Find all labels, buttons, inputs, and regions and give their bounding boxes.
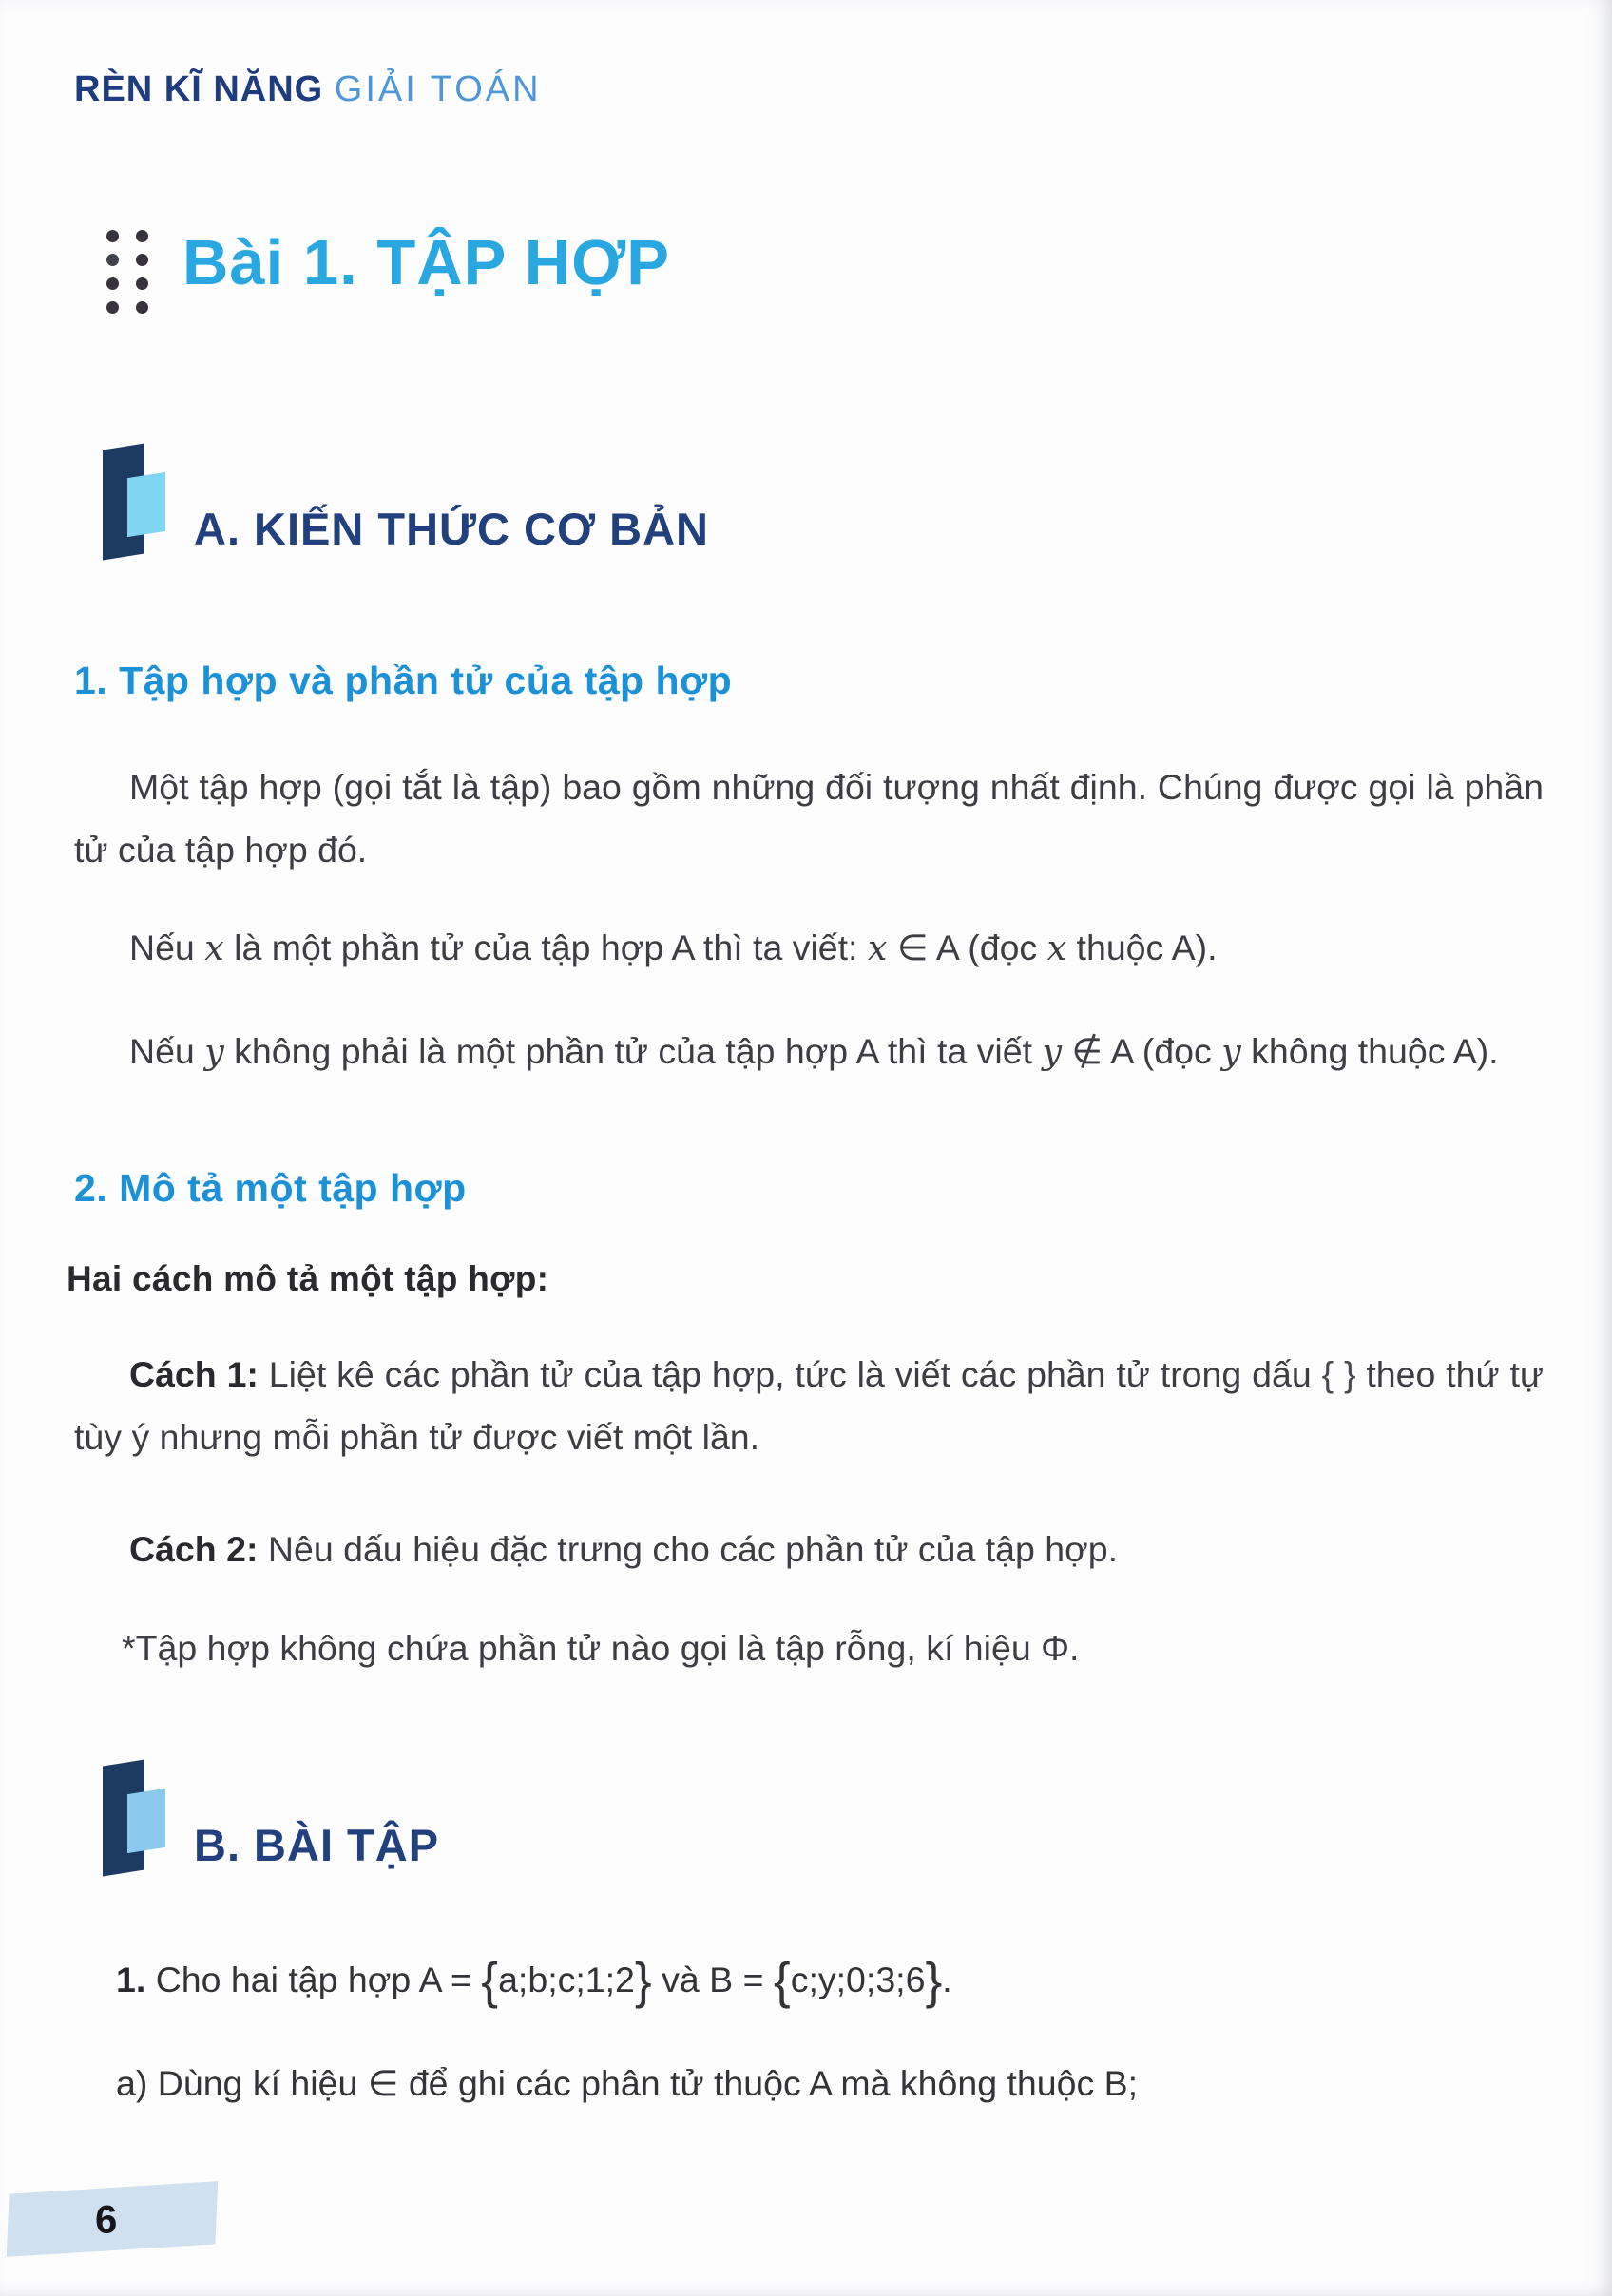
- text-run: }: [925, 1953, 943, 2010]
- page-number: 6: [95, 2196, 118, 2242]
- section-a-header: [103, 445, 1612, 563]
- text-run: y: [204, 1031, 224, 1073]
- paragraph-set-definition: Một tập hợp (gọi tắt là tập) bao gồm những đối tượng nhất định. Chúng được gọi là phần tử của tập hợp đó.: [74, 766, 1544, 870]
- brand-light-text: GIẢI TOÁN: [334, 69, 542, 109]
- paragraph-element-in-set: [74, 916, 1544, 980]
- exercise-1-statement: [116, 1945, 1542, 2014]
- section-b-header: [103, 1761, 1612, 1879]
- text-run: Nêu dấu hiệu đặc trưng cho các phần tử của tập hợp.: [258, 1529, 1119, 1570]
- text-run: theo thứ tự tùy ý nhưng mỗi phần tử được viết một lần.: [74, 1354, 1544, 1458]
- text-run: y: [1221, 1031, 1241, 1073]
- text-run: không phải là một phần tử của tập hợp A thì ta viết: [223, 1031, 1043, 1072]
- text-run: y: [1042, 1031, 1062, 1073]
- bookmark-flag-icon: [103, 1761, 177, 1879]
- text-run: Cách 2:: [129, 1529, 259, 1570]
- text-run: ∈ A (đọc: [887, 928, 1047, 968]
- text-run: c;y;0;3;6: [790, 1959, 926, 1999]
- brand-bold-text: RÈN KĨ NĂNG: [74, 69, 324, 109]
- text-run: {: [481, 1953, 499, 2010]
- text-run: 1.: [116, 1959, 146, 1999]
- text-run: và B =: [651, 1959, 774, 1999]
- text-run: {: [773, 1953, 791, 2010]
- dot-grid-icon: [106, 230, 148, 314]
- text-run: }: [634, 1953, 652, 2010]
- dot: [136, 277, 148, 290]
- text-run: x: [204, 928, 224, 969]
- subsection-1-heading: 1. Tập hợp và phần tử của tập hợp: [74, 658, 733, 702]
- subsection-2-heading: 2. Mô tả một tập hợp: [74, 1166, 467, 1211]
- bookmark-light-shape: [127, 1789, 165, 1853]
- text-run: ∉ A (đọc: [1061, 1031, 1222, 1072]
- dot: [106, 277, 119, 290]
- two-ways-lead-text: Hai cách mô tả một tập hợp:: [67, 1259, 549, 1299]
- paragraph-method-2: [74, 1518, 1544, 1580]
- text-run: Cách 1:: [129, 1354, 259, 1395]
- page-number-band: [7, 2181, 218, 2257]
- paragraph-method-1: [74, 1343, 1544, 1468]
- text-run: Nếu: [129, 928, 205, 968]
- dot: [106, 230, 119, 242]
- section-b-title: B. BÀI TẬP: [194, 1819, 440, 1870]
- dot: [106, 254, 119, 266]
- bookmark-light-shape: [127, 471, 165, 536]
- lesson-title-block: [106, 228, 1612, 314]
- text-run: Liệt kê các phần tử của tập hợp, tức là viết các phần tử trong dấu: [258, 1354, 1322, 1395]
- dot: [136, 230, 148, 242]
- dot: [106, 301, 119, 314]
- lesson-title: Bài 1. TẬP HỢP: [182, 226, 670, 298]
- exercise-1-item-a: a) Dùng kí hiệu ∈ để ghi các phân tử thuộc A mà không thuộc B;: [116, 2063, 1139, 2104]
- text-run: x: [1046, 928, 1067, 969]
- text-run: .: [942, 1959, 952, 1999]
- text-run: không thuộc A).: [1240, 1031, 1499, 1072]
- section-a-title: A. KIẾN THỨC CƠ BẢN: [194, 503, 709, 554]
- dot: [136, 301, 148, 314]
- paragraph-empty-set-note: *Tập hợp không chứa phần tử nào gọi là tập rỗng, kí hiệu Φ.: [122, 1627, 1080, 1668]
- book-brand: [74, 68, 1612, 112]
- text-run: thuộc A).: [1066, 928, 1218, 968]
- text-run: x: [867, 928, 888, 969]
- bookmark-flag-icon: [103, 445, 177, 563]
- text-run: Cho hai tập hợp A =: [145, 1959, 482, 1999]
- text-run: Nếu: [129, 1031, 205, 1072]
- paragraph-element-not-in-set: [74, 1020, 1544, 1083]
- dot: [136, 254, 148, 266]
- text-run: là một phần tử của tập hợp A thì ta viết:: [223, 928, 868, 968]
- text-run: a;b;c;1;2: [498, 1959, 635, 1999]
- text-run: { }: [1321, 1354, 1356, 1395]
